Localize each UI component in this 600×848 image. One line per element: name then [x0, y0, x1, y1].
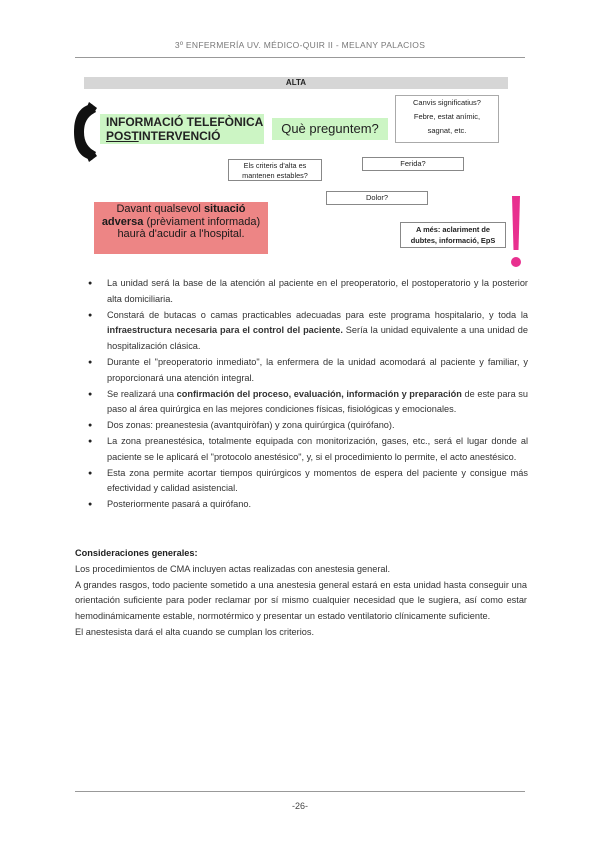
- paragraph: A grandes rasgos, todo paciente sometido a una anestesia general estará en esta unidad hasta conseguir una orientación suficiente para poder reclamar por sí mismo cualquier necesidad que le sugiera, así como estar hemodinámicamente estable, normotérmico y presentar un estado ventilatorio clínicamente suficiente.: [75, 579, 527, 622]
- ferida-box: Ferida?: [362, 157, 464, 171]
- list-item: ● Esta zona permite acortar tiempos quirúrgicos y momentos de espera del paciente y consigue más efectividad y calidad asistencial.: [88, 466, 528, 498]
- exclamation-icon: [509, 194, 523, 270]
- header-rule: [75, 57, 525, 58]
- alta-diagram: [72, 74, 532, 274]
- paragraph: Los procedimientos de CMA incluyen actas realizadas con anestesia general.: [75, 563, 391, 574]
- telephone-info-line2: POSTINTERVENCIÓ: [106, 129, 221, 143]
- list-item: ● Dos zonas: preanestesia (avantquiròfan) y zona quirúrgica (quirófano).: [88, 418, 528, 434]
- criteris-box: Els criteris d'alta es mantenen estables?: [228, 159, 322, 181]
- dolor-box: Dolor?: [326, 191, 428, 205]
- adverse-situation-box: Davant qualsevol situació adversa (prèviament informada) haurà d'acudir a l'hospital.: [94, 202, 268, 254]
- consideraciones-section: [75, 546, 527, 641]
- question-box: Què preguntem?: [272, 118, 388, 140]
- page-header: 3º ENFERMERÍA UV. MÉDICO-QUIR II - MELANY PALACIOS: [174, 40, 426, 50]
- mes-box: A més: aclariment de dubtes, informació, EpS: [400, 222, 506, 248]
- list-item: ● La unidad será la base de la atención al paciente en el preoperatorio, el postoperatorio y la posterior alta domiciliaria.: [88, 276, 528, 308]
- alta-bar: ALTA: [84, 77, 508, 89]
- list-item: ● Se realizará una confirmación del proceso, evaluación, información y preparación de este para su paso al área quirúrgica en las mejores condiciones físicas, fisiológicas y emocionales.: [88, 387, 528, 419]
- footer-rule: [75, 791, 525, 792]
- section-title: Consideraciones generales:: [75, 548, 198, 558]
- telephone-info-line1: INFORMACIÓ TELEFÒNICA: [106, 115, 264, 129]
- bullet-list: [88, 276, 528, 513]
- list-item: ● Posteriormente pasará a quirófano.: [88, 497, 528, 513]
- telephone-info-box: [100, 114, 264, 144]
- list-item: ● Durante el "preoperatorio inmediato", la enfermera de la unidad acomodará al paciente y familiar, y proporcionará una atención integral.: [88, 355, 528, 387]
- canvis-box: Canvis significatius? Febre, estat anímic, sagnat, etc.: [395, 95, 499, 143]
- list-item: ● La zona preanestésica, totalmente equipada con monitorización, gases, etc., será el lugar donde al paciente se le aplicará el "protocolo anestésico", y, si el procedimiento lo permite, el acto anestésico.: [88, 434, 528, 466]
- telephone-icon: [72, 102, 98, 162]
- list-item: ● Constará de butacas o camas practicables adecuadas para este programa hospitalario, y toda la infraestructura necesaria para el control del paciente. Sería la unidad equivalente a una unidad de hospitalización clásica.: [88, 308, 528, 355]
- page-number: -26-: [291, 801, 308, 811]
- paragraph: El anestesista dará el alta cuando se cumplan los criterios.: [75, 626, 315, 637]
